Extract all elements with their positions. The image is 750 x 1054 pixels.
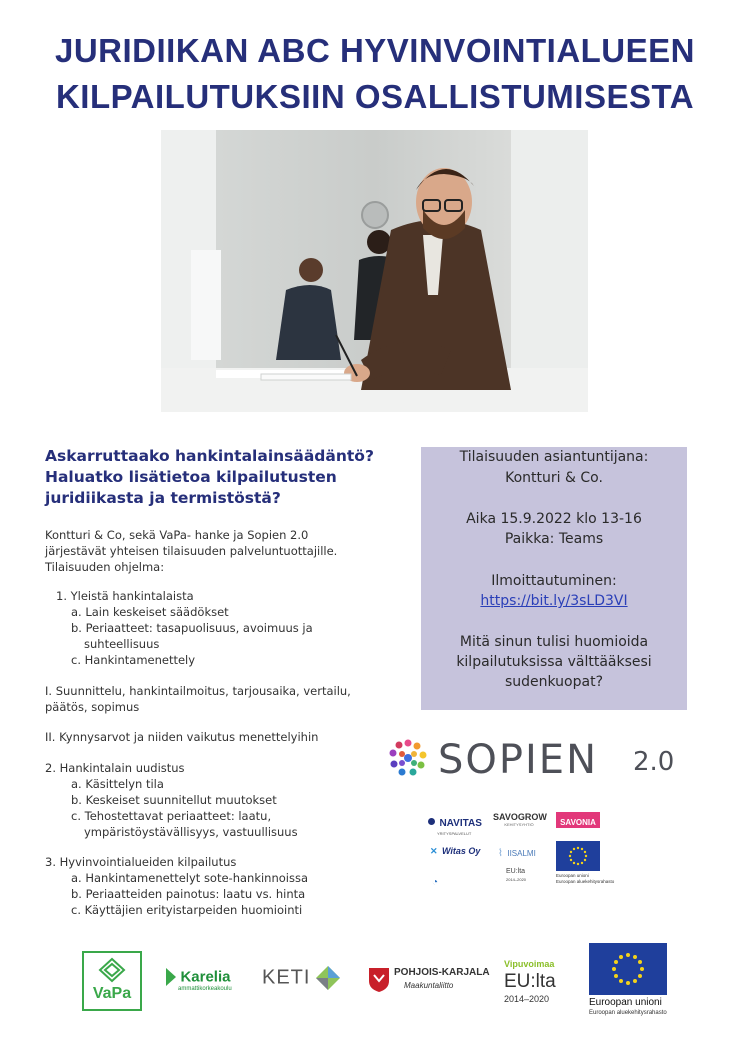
eu-caption-line-1: Euroopan unioni <box>589 997 662 1008</box>
program-item: c. Hankintamenettely <box>71 653 196 667</box>
keti-mark-icon <box>315 965 341 991</box>
program-item: I. Suunnittelu, hankintailmoitus, tarjousaika, vertailu, <box>45 684 351 698</box>
program-section-2-title: 2. Hankintalain uudistus <box>45 761 185 775</box>
program-section-1-title: 1. Yleistä hankintalaista <box>56 589 194 603</box>
eu-small-line-1: Euroopan unioni <box>556 873 589 878</box>
question-line-2: kilpailutuksissa välttääksesi <box>456 654 652 670</box>
pk-name: POHJOIS-KARJALA <box>394 967 490 978</box>
navitas-sub: YRITYSPALVELUT <box>437 831 472 836</box>
vipu-years: 2014–2020 <box>504 994 550 1004</box>
vipu-small-logo <box>506 868 526 884</box>
navitas-dot-icon <box>428 818 435 825</box>
eu-stars-icon <box>556 841 600 871</box>
vipu-small-text: EU:lta <box>506 868 526 875</box>
sopien-name: SOPIEN <box>438 737 598 783</box>
ministry-logo <box>432 872 438 890</box>
crest-icon <box>368 967 390 993</box>
program-item: c. Tehostettavat periaatteet: laatu, <box>71 809 272 823</box>
witas-name: Witas Oy <box>442 846 481 856</box>
program-item: b. Keskeiset suunnitellut muutokset <box>71 793 277 807</box>
title-line-2: KILPAILUTUKSIIN OSALLISTUMISESTA <box>55 78 695 115</box>
intro-line-3: Tilaisuuden ohjelma: <box>45 560 165 574</box>
program-item: a. Hankintamenettelyt sote-hankinnoissa <box>71 871 309 885</box>
eu-flag-stars-icon <box>589 943 667 995</box>
keti-logo <box>262 965 341 991</box>
office-photo <box>161 130 588 412</box>
sopien-dots-icon <box>388 738 428 778</box>
vipu-small-years: 2014–2020 <box>506 877 527 882</box>
question-line-1: Mitä sinun tulisi huomioida <box>459 634 649 650</box>
eu-caption <box>589 997 689 1017</box>
program-item: b. Periaatteiden painotus: laatu vs. hinta <box>71 887 306 901</box>
witas-logo <box>430 841 480 859</box>
vipu-top: Vipuvoimaa <box>504 959 555 969</box>
intro-paragraph <box>45 527 390 575</box>
program-item: päätös, sopimus <box>45 700 140 714</box>
navitas-logo <box>428 813 482 836</box>
event-time: Aika 15.9.2022 klo 13-16 <box>466 511 642 527</box>
eu-flag-small <box>556 841 600 871</box>
program-item: ympäristöystävällisyys, vastuullisuus <box>84 825 298 839</box>
lead-line-3: juridiikasta ja termistöstä? <box>45 489 281 507</box>
lead-questions <box>45 446 410 509</box>
eu-small-caption <box>556 873 614 885</box>
program-item: suhteellisuus <box>84 637 160 651</box>
event-place: Paikka: Teams <box>504 531 604 547</box>
signup-label: Ilmoittautuminen: <box>491 573 617 589</box>
lead-line-1: Askarruttaako hankintalainsäädäntö? <box>45 447 374 465</box>
program-item: II. Kynnysarvot ja niiden vaikutus menettelyihin <box>45 730 319 744</box>
iisalmi-logo <box>498 843 536 861</box>
event-info-box <box>421 447 687 710</box>
witas-mark-icon: ✕ <box>430 846 438 856</box>
karelia-name: Karelia <box>180 968 231 986</box>
navitas-name: NAVITAS <box>439 818 482 829</box>
eu-caption-line-2: Euroopan aluekehitysrahasto <box>589 1010 667 1016</box>
pk-sub: Maakuntaliitto <box>404 981 454 990</box>
program-item: c. Käyttäjien erityistarpeiden huomiointi <box>71 903 303 917</box>
karelia-sub: ammattikorkeakoulu <box>178 986 232 993</box>
program-item: a. Käsittelyn tila <box>71 777 164 791</box>
vapa-logo <box>82 951 142 1011</box>
savonia-logo <box>556 812 600 828</box>
iisalmi-mark-icon: ⌇ <box>498 848 503 859</box>
savogrow-logo <box>493 812 545 827</box>
eu-flag <box>589 943 667 995</box>
karelia-mark-icon <box>166 968 176 986</box>
signup-link[interactable]: https://bit.ly/3sLD3VI <box>480 593 628 609</box>
savogrow-name: SAVOGROW <box>493 812 547 822</box>
lead-line-2: Haluatko lisätietoa kilpailutusten <box>45 468 337 486</box>
intro-line-2: järjestävät yhteisen tilaisuuden palveluntuottajille. <box>45 544 338 558</box>
program-section-3-title: 3. Hyvinvointialueiden kilpailutus <box>45 855 237 869</box>
question-line-3: sudenkuopat? <box>504 674 604 690</box>
iisalmi-name: IISALMI <box>507 849 536 858</box>
program-item: b. Periaatteet: tasapuolisuus, avoimuus ja <box>71 621 313 635</box>
savonia-name: SAVONIA <box>560 818 596 827</box>
program-item: a. Lain keskeiset säädökset <box>71 605 229 619</box>
vipu-mid: EU:lta <box>504 971 556 992</box>
sopien-version: 2.0 <box>633 747 675 777</box>
karelia-logo <box>166 968 232 992</box>
vapa-name: VaPa <box>92 985 132 1002</box>
title-line-1: JURIDIIKAN ABC HYVINVOINTIALUEEN <box>55 32 695 69</box>
signup-link-row <box>421 591 687 611</box>
vipuvoimaa-logo <box>504 957 556 1007</box>
keti-name: KETI <box>262 966 311 989</box>
ministry-mark-icon: ◔ <box>432 877 439 888</box>
vapa-diamond-icon <box>97 957 127 983</box>
expert-name: Kontturi & Co. <box>505 470 603 486</box>
expert-label: Tilaisuuden asiantuntijana: <box>459 449 649 465</box>
savogrow-sub: KEHITYSYHTIÖ <box>504 822 534 827</box>
eu-small-line-2: Euroopan aluekehitysrahasto <box>556 879 615 884</box>
intro-line-1: Kontturi & Co, sekä VaPa- hanke ja Sopien 2.0 <box>45 528 309 542</box>
page-title <box>0 28 750 120</box>
